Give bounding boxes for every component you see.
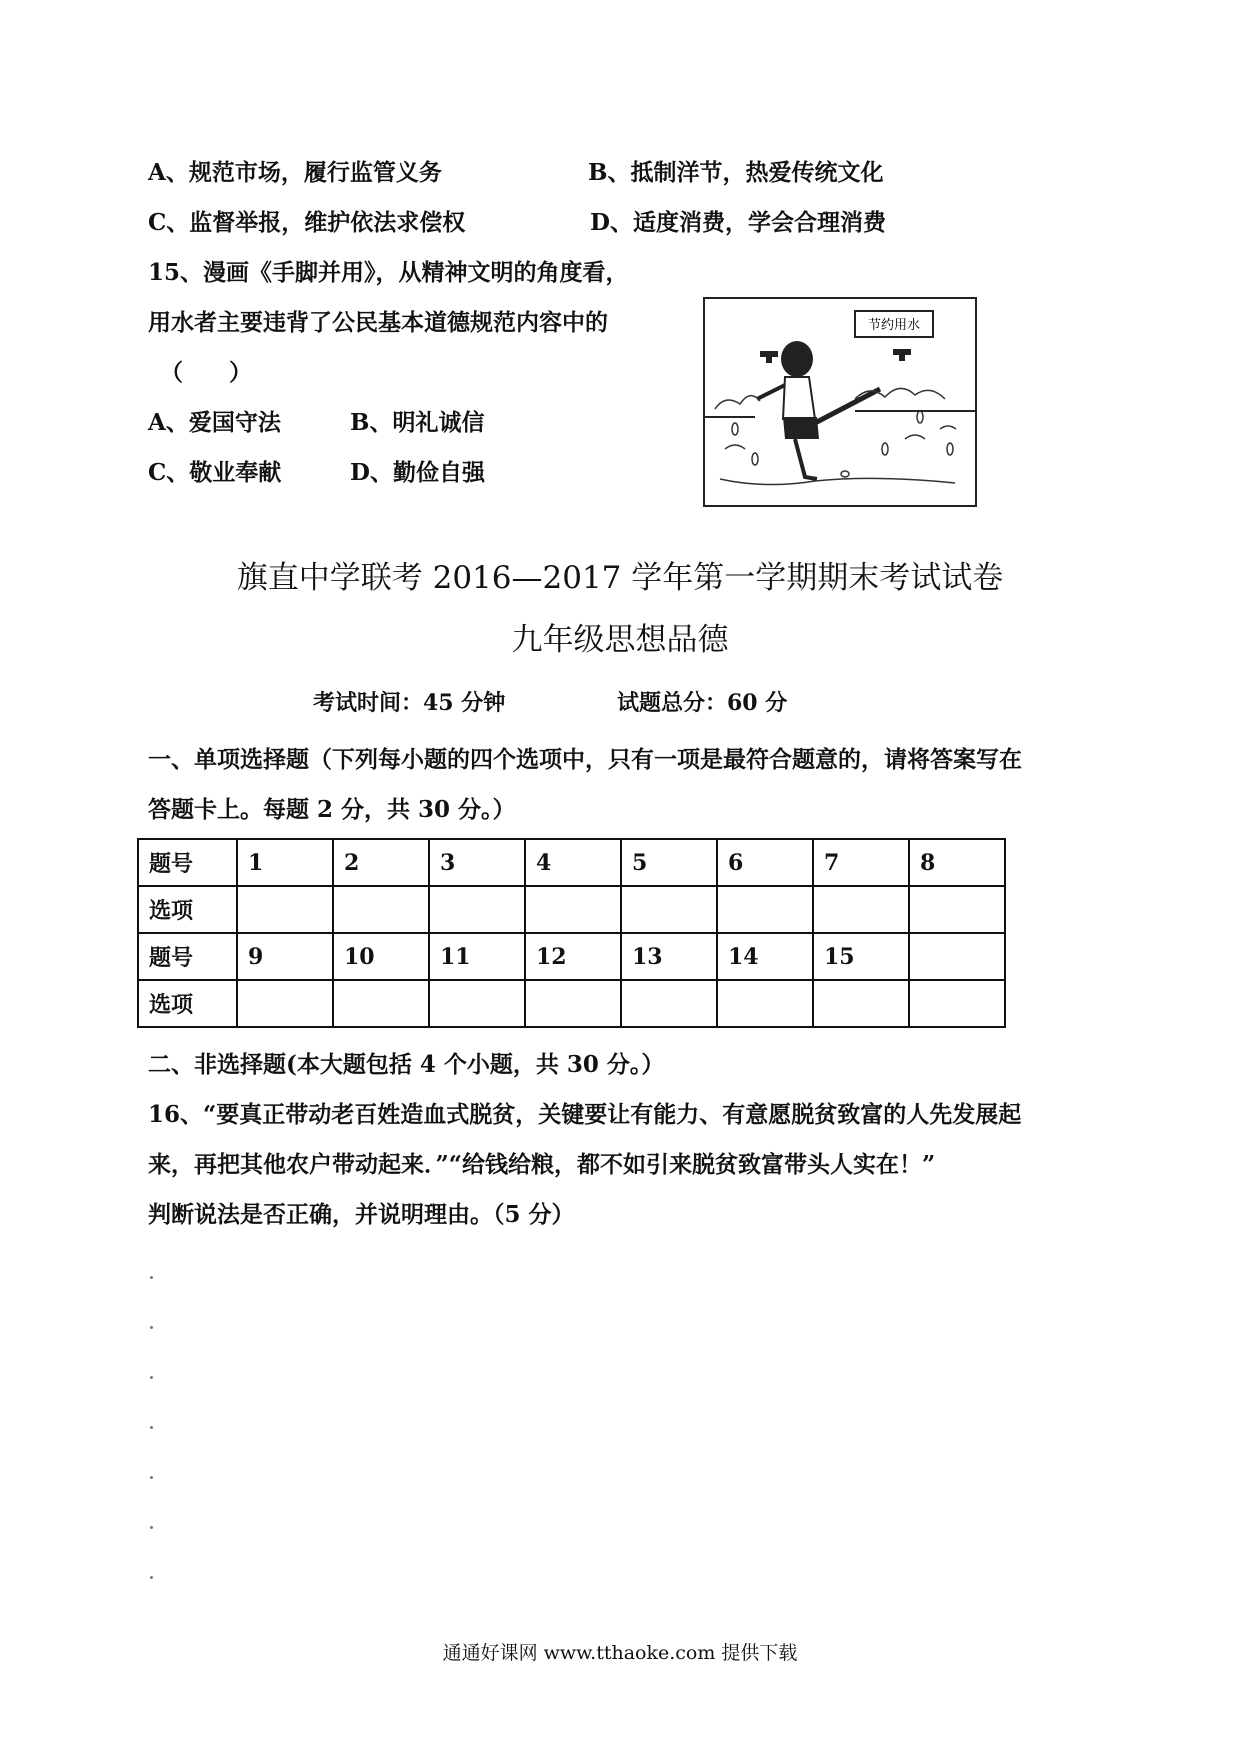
- answer-cell[interactable]: [717, 886, 813, 933]
- q15-option-c: C、敬业奉献: [148, 459, 282, 486]
- answer-cell[interactable]: [909, 886, 1005, 933]
- water-splashes: [715, 388, 956, 484]
- answer-cell[interactable]: [333, 980, 429, 1027]
- answer-space-dot: [150, 1526, 153, 1529]
- q14-option-a: A、规范市场，履行监管义务: [148, 159, 442, 186]
- question-number-cell: 1: [237, 839, 333, 886]
- q16-line2: 来，再把其他农户带动起来．”“给钱给粮，都不如引来脱贫致富带头人实在！”: [148, 1151, 936, 1178]
- question-number-cell: 12: [525, 933, 621, 980]
- q15-stem-line2: 用水者主要违背了公民基本道德规范内容中的: [148, 309, 608, 336]
- q15-option-b: B、明礼诚信: [350, 409, 485, 436]
- question-number-cell: [909, 933, 1005, 980]
- exam-time: 考试时间：45 分钟: [313, 690, 506, 716]
- answer-cell[interactable]: [717, 980, 813, 1027]
- exam-title: 旗直中学联考 2016—2017 学年第一学期期末考试试卷: [236, 560, 1004, 596]
- answer-table: [137, 838, 1006, 1028]
- q15-blank: （ ）: [160, 359, 252, 386]
- question-number-cell: 15: [813, 933, 909, 980]
- table-row: [138, 886, 1005, 933]
- figure-standing-leg: [795, 439, 817, 479]
- right-faucet: [893, 349, 911, 361]
- q15-stem-line1: 15、漫画《手脚并用》，从精神文明的角度看，: [148, 259, 629, 286]
- question-number-cell: 11: [429, 933, 525, 980]
- question-number-cell: 9: [237, 933, 333, 980]
- answer-cell[interactable]: [429, 980, 525, 1027]
- table-row: [138, 839, 1005, 886]
- q16-line3: 判断说法是否正确，并说明理由。（5 分）: [148, 1201, 575, 1228]
- row-label-number: 题号: [138, 839, 237, 886]
- answer-cell[interactable]: [813, 886, 909, 933]
- question-number-cell: 2: [333, 839, 429, 886]
- q16-line1: 16、“要真正带动老百姓造血式脱贫，关键要让有能力、有意愿脱贫致富的人先发展起: [148, 1101, 1022, 1128]
- table-row: [138, 980, 1005, 1027]
- question-number-cell: 7: [813, 839, 909, 886]
- question-number-cell: 4: [525, 839, 621, 886]
- q14-option-d: D、适度消费，学会合理消费: [590, 209, 886, 236]
- table-row: [138, 933, 1005, 980]
- page-footer: 通通好课网 www.tthaoke.com 提供下载: [442, 1642, 798, 1664]
- q15-option-d: D、勤俭自强: [350, 459, 485, 486]
- answer-cell[interactable]: [909, 980, 1005, 1027]
- answer-cell[interactable]: [525, 886, 621, 933]
- answer-space-dot: [150, 1276, 153, 1279]
- question-number-cell: 3: [429, 839, 525, 886]
- figure-shorts: [783, 417, 819, 439]
- question-number-cell: 13: [621, 933, 717, 980]
- q14-option-b: B、抵制洋节，热爱传统文化: [588, 159, 884, 186]
- figure-head: [781, 341, 813, 377]
- q15-option-a: A、爱国守法: [148, 409, 281, 436]
- answer-cell[interactable]: [237, 886, 333, 933]
- answer-cell[interactable]: [429, 886, 525, 933]
- question-number-cell: 14: [717, 933, 813, 980]
- figure-kicking-leg: [815, 389, 880, 423]
- question-number-cell: 8: [909, 839, 1005, 886]
- section1-instructions-line2: 答题卡上。每题 2 分，共 30 分。）: [148, 796, 516, 823]
- row-label-choice: 选项: [138, 980, 237, 1027]
- answer-space-dot: [150, 1476, 153, 1479]
- q14-option-c: C、监督举报，维护依法求偿权: [148, 209, 466, 236]
- question-number-cell: 10: [333, 933, 429, 980]
- answer-cell[interactable]: [813, 980, 909, 1027]
- question-number-cell: 5: [621, 839, 717, 886]
- answer-cell[interactable]: [621, 886, 717, 933]
- figure-arm: [757, 385, 785, 399]
- answer-cell[interactable]: [237, 980, 333, 1027]
- comic-sign-text: 节约用水: [867, 318, 921, 333]
- answer-space-dot: [150, 1576, 153, 1579]
- answer-space-dot: [150, 1376, 153, 1379]
- comic-drawing: [705, 299, 975, 505]
- comic-illustration: [703, 297, 977, 507]
- answer-space-dot: [150, 1426, 153, 1429]
- exam-total-score: 试题总分：60 分: [617, 690, 788, 716]
- answer-cell[interactable]: [525, 980, 621, 1027]
- section1-instructions-line1: 一、单项选择题（下列每小题的四个选项中，只有一项是最符合题意的，请将答案写在: [148, 746, 1022, 773]
- exam-subtitle: 九年级思想品德: [511, 622, 729, 658]
- row-label-number: 题号: [138, 933, 237, 980]
- section2-heading: 二、非选择题(本大题包括 4 个小题，共 30 分。）: [148, 1051, 665, 1078]
- answer-space-dot: [150, 1326, 153, 1329]
- row-label-choice: 选项: [138, 886, 237, 933]
- left-faucet: [760, 351, 778, 363]
- answer-cell[interactable]: [333, 886, 429, 933]
- answer-cell[interactable]: [621, 980, 717, 1027]
- figure-shirt: [783, 377, 815, 419]
- question-number-cell: 6: [717, 839, 813, 886]
